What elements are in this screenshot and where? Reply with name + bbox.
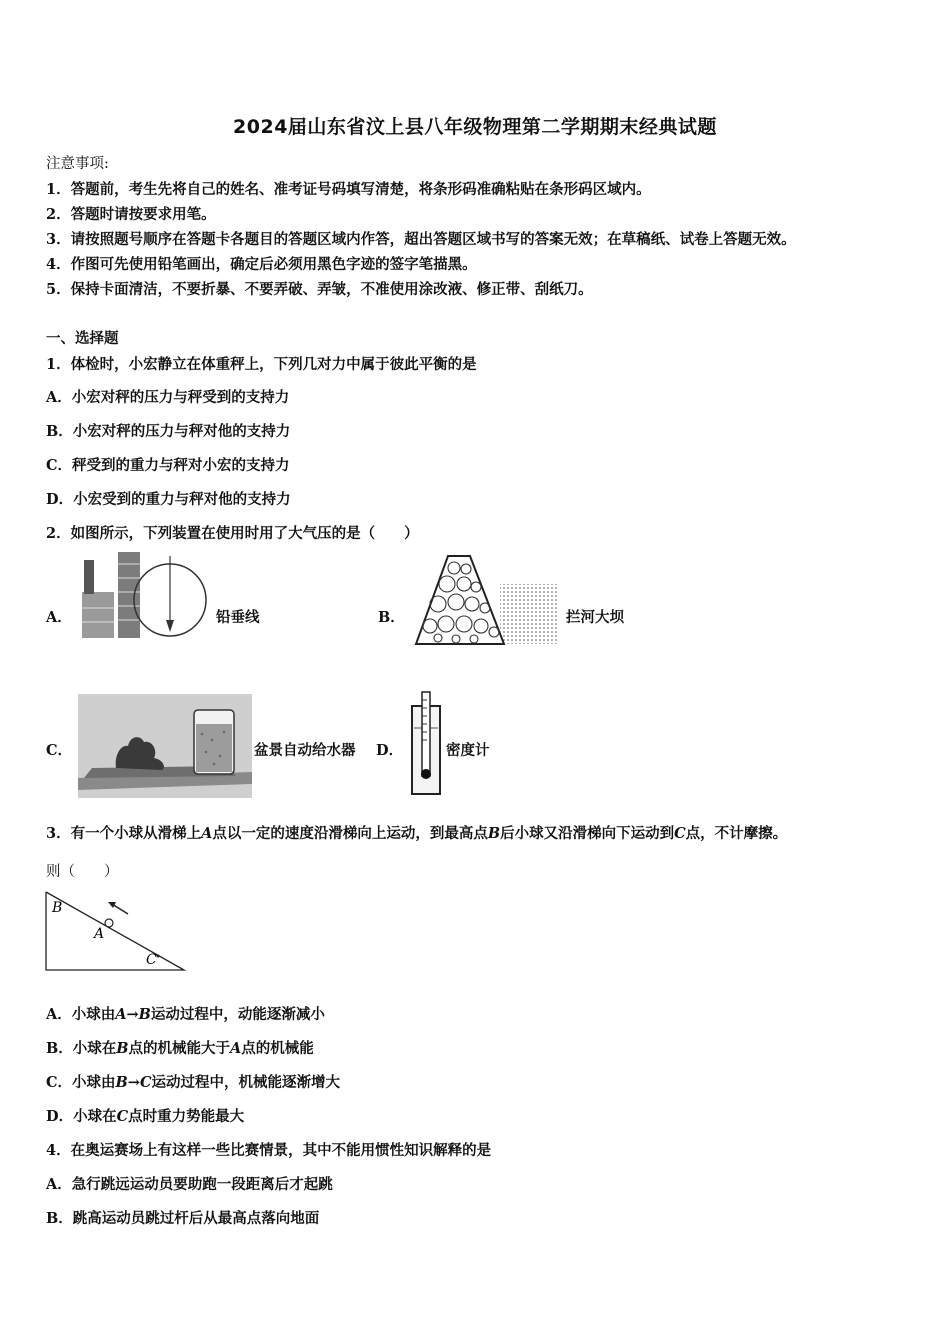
q2-option-b-letter: B． [378,609,405,626]
q2-option-c-label: 盆景自动给水器 [254,742,356,759]
dam-figure [414,554,560,646]
q3-opt-text: A．小球由 [46,1006,116,1023]
q3-opt-text: 点时重力势能最大 [128,1108,245,1125]
notice-item: 1．答题前，考生先将自己的姓名、准考证号码填写清楚，将条形码准确粘贴在条形码区域内。 [46,181,651,198]
fig-label-c: C [146,952,157,968]
q3-option-b [46,1037,314,1058]
question-3-stem-cont: 则（ ） [46,864,119,880]
question-3-stem [46,822,787,843]
q3-opt-point: C [116,1108,129,1125]
notice-item: 4．作图可先使用铅笔画出，确定后必须用黑色字迹的签字笔描黑。 [46,256,477,273]
question-1-stem: 1．体检时，小宏静立在体重秤上，下列几对力中属于彼此平衡的是 [46,356,477,373]
slide-figure [44,890,188,972]
q3-stem-text: 后小球又沿滑梯向下运动到 [500,825,675,842]
q4-option-b: B．跳高运动员跳过杆后从最高点落向地面 [46,1210,320,1227]
q1-option-b: B．小宏对秤的压力与秤对他的支持力 [46,423,291,440]
q2-option-d-letter: D． [376,742,404,759]
q2-option-a-label: 铅垂线 [216,609,260,626]
hydrometer-figure [408,690,444,796]
notice-heading: 注意事项: [46,156,109,172]
q3-opt-text: B．小球在 [46,1040,117,1057]
point-a: A [201,825,213,842]
q2-option-b-label: 拦河大坝 [566,609,624,626]
q3-option-a [46,1003,325,1024]
q1-option-a: A．小宏对秤的压力与秤受到的支持力 [46,389,290,406]
q3-opt-text: 运动过程中，动能逐渐减小 [150,1006,325,1023]
q3-stem-text: 3．有一个小球从滑梯上 [46,825,202,842]
q3-option-d [46,1105,244,1126]
point-b: B [487,825,501,842]
notice-item: 5．保持卡面清洁，不要折暴、不要弄破、弄皱，不准使用涂改液、修正带、刮纸刀。 [46,281,593,298]
q3-opt-point: A [230,1040,242,1057]
q1-option-d: D．小宏受到的重力与秤对他的支持力 [46,491,291,508]
question-2-stem: 2．如图所示，下列装置在使用时用了大气压的是（ ） [46,525,419,542]
q3-opt-text: 运动过程中，机械能逐渐增大 [151,1074,340,1091]
q3-stem-text: 点，不计摩擦。 [685,825,788,842]
notice-item: 3．请按照题号顺序在答题卡各题目的答题区域内作答，超出答题区域书写的答案无效；在草稿纸、试卷上答题无效。 [46,231,796,248]
auto-waterer-figure [78,694,252,798]
q1-option-c: C．秤受到的重力与秤对小宏的支持力 [46,457,290,474]
q3-option-c [46,1071,340,1092]
question-4-stem: 4．在奥运赛场上有这样一些比赛情景，其中不能用惯性知识解释的是 [46,1142,492,1159]
q2-option-d-label: 密度计 [446,742,490,759]
section-heading: 一、选择题 [46,330,119,347]
q2-option-a-letter: A． [46,609,72,626]
notice-item: 2．答题时请按要求用笔。 [46,206,216,223]
q3-opt-text: D．小球在 [46,1108,117,1125]
fig-label-b: B [52,900,63,916]
q2-option-c-letter: C． [46,742,73,759]
fig-label-a: A [94,926,105,942]
q4-option-a: A．急行跳远运动员要助跑一段距离后才起跳 [46,1176,333,1193]
q3-stem-text: 点以一定的速度沿滑梯向上运动，到最高点 [212,825,488,842]
q3-opt-point: B [116,1040,129,1057]
plumb-line-figure [82,552,212,638]
q3-opt-text: 点的机械能大于 [128,1040,231,1057]
q3-opt-text: C．小球由 [46,1074,116,1091]
q3-opt-text: 点的机械能 [241,1040,314,1057]
page-title: 2024届山东省汶上县八年级物理第二学期期末经典试题 [233,116,717,138]
q3-opt-path: A→B [115,1006,151,1023]
point-c: C [674,825,686,842]
q3-opt-path: B→C [115,1074,152,1091]
